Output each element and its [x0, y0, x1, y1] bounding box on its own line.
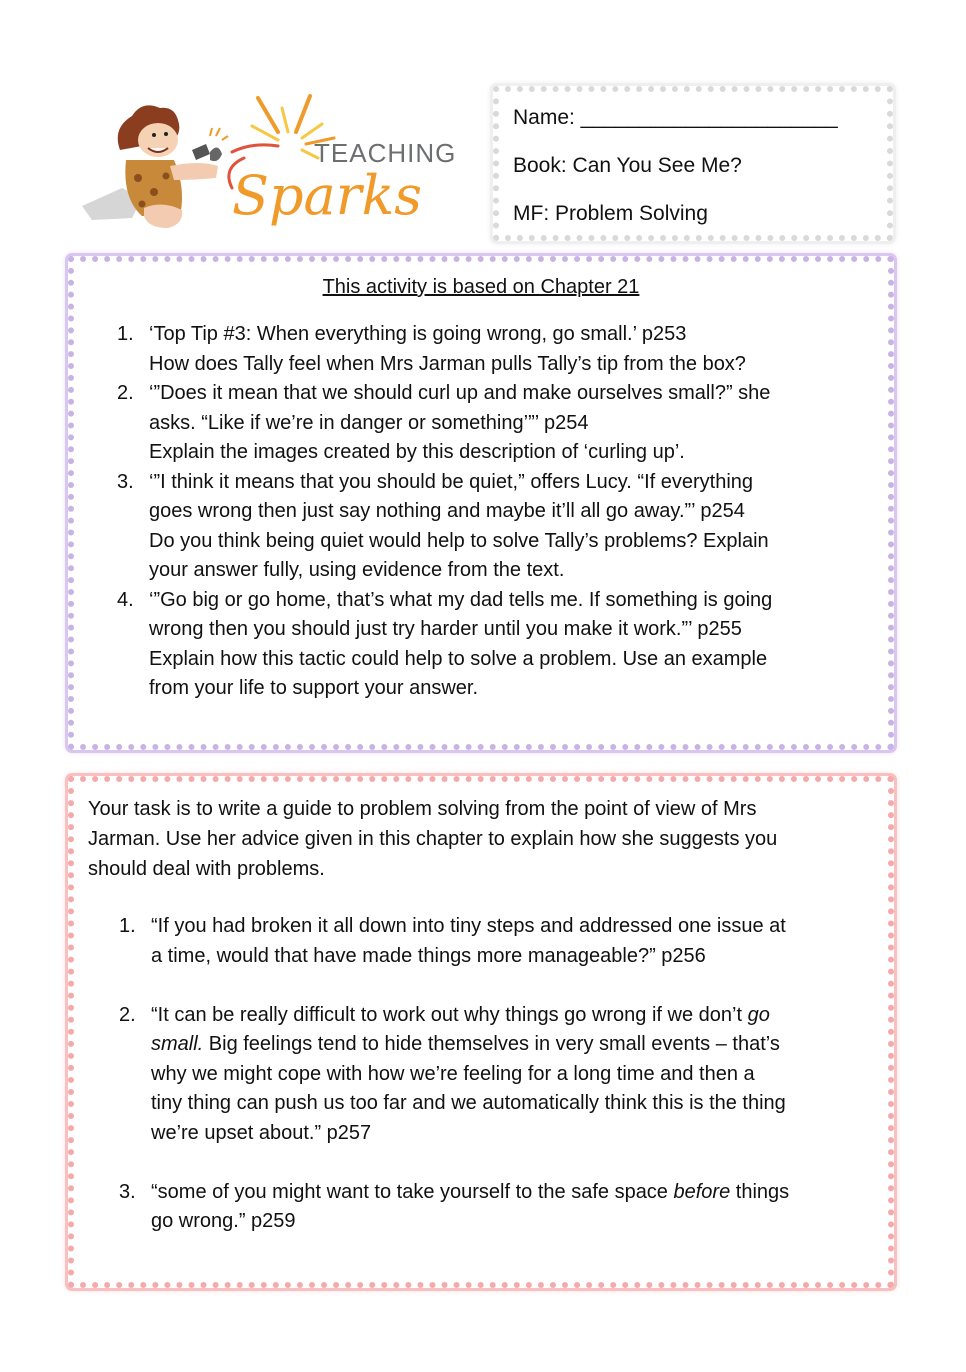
- logo-teaching-text: TEACHING: [314, 138, 457, 168]
- quote-line: why we might cope with how we’re feeling for a long time and then a: [151, 1062, 755, 1085]
- task-intro: [88, 794, 868, 884]
- quote-text: “some of you might want to take yourself to the safe space: [151, 1180, 674, 1203]
- question-number: 1.: [117, 323, 134, 345]
- question-number: 2.: [117, 382, 134, 404]
- quote-line: [151, 1030, 881, 1060]
- question-line: ‘”I think it means that you should be quiet,” offers Lucy. “If everything: [149, 470, 754, 493]
- quote-line: “If you had broken it all down into tiny steps and addressed one issue at: [151, 915, 786, 937]
- quote-number: 2.: [119, 1003, 136, 1026]
- logo-graphic: [82, 88, 462, 238]
- quote-emphasis: go: [747, 1003, 770, 1026]
- question-item: [117, 468, 879, 586]
- quote-line: [151, 1178, 881, 1208]
- quote-list: [119, 912, 881, 1266]
- activity-title: This activity is based on Chapter 21: [322, 276, 640, 298]
- teaching-sparks-logo: [82, 88, 462, 238]
- question-line: asks. “Like if we’re in danger or something’”’ p254: [149, 411, 589, 434]
- student-info-box: [493, 86, 893, 241]
- quote-item: [119, 912, 881, 971]
- quote-number: 3.: [119, 1180, 136, 1203]
- question-number: 3.: [117, 470, 134, 493]
- quote-text: Big feelings tend to hide themselves in very small events – that’s: [203, 1033, 780, 1055]
- question-line: goes wrong then just say nothing and maybe it’ll all go away.”’ p254: [149, 500, 745, 522]
- quote-item: [119, 1001, 881, 1149]
- question-line: How does Tally feel when Mrs Jarman pulls Tally’s tip from the box?: [149, 352, 746, 375]
- question-item: [117, 379, 879, 468]
- question-line: ‘Top Tip #3: When everything is going wrong, go small.’ p253: [149, 323, 687, 345]
- quote-line: a time, would that have made things more manageable?” p256: [151, 944, 706, 967]
- activity-question-list: [117, 320, 879, 704]
- question-line: ‘”Does it mean that we should curl up and make ourselves small?” she: [149, 382, 771, 404]
- question-item: [117, 320, 879, 379]
- question-line: ‘”Go big or go home, that’s what my dad tells me. If something is going: [149, 588, 773, 611]
- question-number: 4.: [117, 588, 134, 611]
- activity-questions-box: [68, 256, 894, 750]
- quote-emphasis: small.: [151, 1033, 204, 1055]
- quote-line: we’re upset about.” p257: [151, 1121, 372, 1144]
- question-line: from your life to support your answer.: [149, 677, 479, 699]
- question-line: Explain the images created by this description of ‘curling up’.: [149, 441, 685, 463]
- task-intro-line: Your task is to write a guide to problem solving from the point of view of Mrs: [88, 798, 757, 820]
- question-line: wrong then you should just try harder until you make it work.”’ p255: [149, 618, 742, 640]
- quote-text: “It can be really difficult to work out why things go wrong if we don’t: [151, 1003, 748, 1026]
- quote-line: go wrong.” p259: [151, 1210, 296, 1232]
- question-line: your answer fully, using evidence from the text.: [149, 559, 565, 581]
- quote-item: [119, 1178, 881, 1237]
- question-line: Explain how this tactic could help to solve a problem. Use an example: [149, 647, 768, 670]
- task-intro-line: should deal with problems.: [88, 858, 325, 880]
- name-field[interactable]: Name: ______________________: [513, 106, 838, 129]
- quote-line: tiny thing can push us too far and we automatically think this is the thing: [151, 1092, 786, 1114]
- quote-text: things: [730, 1180, 790, 1203]
- quote-number: 1.: [119, 915, 136, 937]
- task-intro-line: Jarman. Use her advice given in this chapter to explain how she suggests you: [88, 828, 778, 850]
- logo-sparks-text: Sparks: [232, 164, 423, 227]
- question-item: [117, 586, 879, 704]
- task-box: [68, 776, 894, 1288]
- question-line: Do you think being quiet would help to solve Tally’s problems? Explain: [149, 529, 769, 552]
- quote-line: [151, 1001, 881, 1031]
- book-label: Book: Can You See Me?: [513, 154, 742, 177]
- mf-label: MF: Problem Solving: [513, 202, 708, 225]
- quote-emphasis: before: [673, 1180, 731, 1203]
